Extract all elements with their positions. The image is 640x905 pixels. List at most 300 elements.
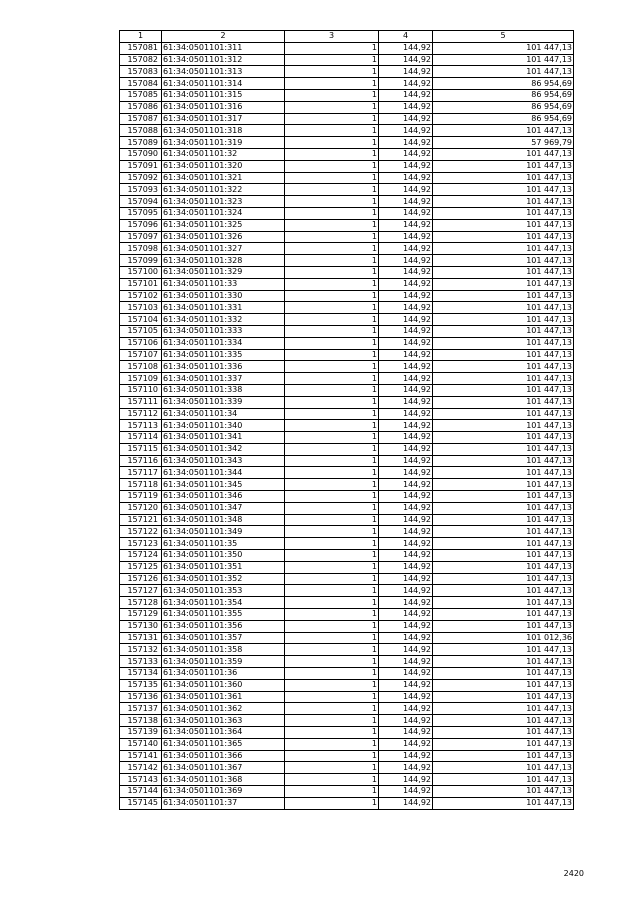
table-cell: 157119 xyxy=(120,491,162,503)
table-cell: 101 447,13 xyxy=(433,66,574,78)
table-cell: 1 xyxy=(285,432,379,444)
table-cell: 157144 xyxy=(120,786,162,798)
table-cell: 157134 xyxy=(120,668,162,680)
table-cell: 1 xyxy=(285,550,379,562)
table-cell: 61:34:0501101:350 xyxy=(162,550,285,562)
table-row xyxy=(120,479,574,491)
table-row xyxy=(120,750,574,762)
table-cell: 61:34:0501101:32 xyxy=(162,148,285,160)
table-cell: 1 xyxy=(285,632,379,644)
table-cell: 61:34:0501101:36 xyxy=(162,668,285,680)
table-cell: 144,92 xyxy=(379,125,433,137)
table-row xyxy=(120,302,574,314)
table-cell: 144,92 xyxy=(379,668,433,680)
table-cell: 61:34:0501101:359 xyxy=(162,656,285,668)
table-cell: 157139 xyxy=(120,727,162,739)
table-cell: 144,92 xyxy=(379,620,433,632)
table-cell: 144,92 xyxy=(379,644,433,656)
table-cell: 101 447,13 xyxy=(433,361,574,373)
table-cell: 1 xyxy=(285,420,379,432)
table-cell: 1 xyxy=(285,491,379,503)
table-cell: 101 447,13 xyxy=(433,125,574,137)
table-cell: 144,92 xyxy=(379,42,433,54)
table-cell: 1 xyxy=(285,373,379,385)
table-cell: 61:34:0501101:327 xyxy=(162,243,285,255)
table-row xyxy=(120,337,574,349)
table-cell: 1 xyxy=(285,113,379,125)
table-cell: 1 xyxy=(285,609,379,621)
table-row xyxy=(120,597,574,609)
table-row xyxy=(120,349,574,361)
table-cell: 61:34:0501101:361 xyxy=(162,691,285,703)
table-row xyxy=(120,550,574,562)
table-cell: 157092 xyxy=(120,172,162,184)
table-cell: 157113 xyxy=(120,420,162,432)
table-cell: 144,92 xyxy=(379,597,433,609)
table-cell: 144,92 xyxy=(379,231,433,243)
table-cell: 157114 xyxy=(120,432,162,444)
table-cell: 101 447,13 xyxy=(433,172,574,184)
table-cell: 1 xyxy=(285,797,379,809)
table-cell: 1 xyxy=(285,738,379,750)
table-row xyxy=(120,738,574,750)
table-cell: 1 xyxy=(285,231,379,243)
table-cell: 157145 xyxy=(120,797,162,809)
table-cell: 157135 xyxy=(120,679,162,691)
table-cell: 157126 xyxy=(120,573,162,585)
table-cell: 101 447,13 xyxy=(433,349,574,361)
table-cell: 157111 xyxy=(120,396,162,408)
table-row xyxy=(120,703,574,715)
table-cell: 144,92 xyxy=(379,609,433,621)
table-cell: 101 447,13 xyxy=(433,432,574,444)
table-cell: 61:34:0501101:334 xyxy=(162,337,285,349)
table-cell: 157095 xyxy=(120,207,162,219)
table-row xyxy=(120,644,574,656)
table-cell: 1 xyxy=(285,219,379,231)
table-cell: 101 447,13 xyxy=(433,762,574,774)
table-cell: 157089 xyxy=(120,137,162,149)
table-cell: 61:34:0501101:314 xyxy=(162,78,285,90)
table-cell: 144,92 xyxy=(379,196,433,208)
table-cell: 61:34:0501101:329 xyxy=(162,266,285,278)
table-cell: 61:34:0501101:34 xyxy=(162,408,285,420)
table-cell: 157110 xyxy=(120,384,162,396)
table-cell: 1 xyxy=(285,467,379,479)
table-row xyxy=(120,786,574,798)
table-cell: 61:34:0501101:345 xyxy=(162,479,285,491)
table-cell: 1 xyxy=(285,89,379,101)
table-cell: 157088 xyxy=(120,125,162,137)
table-row xyxy=(120,491,574,503)
table-cell: 1 xyxy=(285,479,379,491)
table-cell: 144,92 xyxy=(379,148,433,160)
table-cell: 61:34:0501101:325 xyxy=(162,219,285,231)
table-cell: 144,92 xyxy=(379,502,433,514)
table-cell: 157141 xyxy=(120,750,162,762)
table-cell: 61:34:0501101:343 xyxy=(162,455,285,467)
table-cell: 61:34:0501101:312 xyxy=(162,54,285,66)
table-cell: 61:34:0501101:320 xyxy=(162,160,285,172)
table-cell: 61:34:0501101:347 xyxy=(162,502,285,514)
table-cell: 101 447,13 xyxy=(433,656,574,668)
table-cell: 61:34:0501101:342 xyxy=(162,443,285,455)
table-row xyxy=(120,502,574,514)
table-cell: 61:34:0501101:328 xyxy=(162,255,285,267)
table-cell: 101 447,13 xyxy=(433,774,574,786)
table-cell: 101 447,13 xyxy=(433,219,574,231)
table-cell: 144,92 xyxy=(379,491,433,503)
table-cell: 144,92 xyxy=(379,420,433,432)
table-cell: 144,92 xyxy=(379,526,433,538)
table-row xyxy=(120,255,574,267)
table-cell: 1 xyxy=(285,443,379,455)
column-header: 5 xyxy=(433,31,574,43)
table-cell: 101 447,13 xyxy=(433,314,574,326)
table-cell: 157133 xyxy=(120,656,162,668)
table-row xyxy=(120,89,574,101)
table-cell: 157108 xyxy=(120,361,162,373)
table-cell: 157093 xyxy=(120,184,162,196)
table-cell: 101 447,13 xyxy=(433,786,574,798)
column-header: 4 xyxy=(379,31,433,43)
table-cell: 157107 xyxy=(120,349,162,361)
table-cell: 1 xyxy=(285,78,379,90)
table-cell: 61:34:0501101:363 xyxy=(162,715,285,727)
table-row xyxy=(120,632,574,644)
table-cell: 1 xyxy=(285,278,379,290)
table-row xyxy=(120,78,574,90)
table-cell: 101 447,13 xyxy=(433,396,574,408)
table-cell: 101 447,13 xyxy=(433,620,574,632)
table-cell: 1 xyxy=(285,337,379,349)
table-cell: 144,92 xyxy=(379,585,433,597)
table-cell: 61:34:0501101:360 xyxy=(162,679,285,691)
table-cell: 86 954,69 xyxy=(433,101,574,113)
table-cell: 157127 xyxy=(120,585,162,597)
table-cell: 144,92 xyxy=(379,550,433,562)
table-cell: 144,92 xyxy=(379,774,433,786)
table-cell: 101 447,13 xyxy=(433,668,574,680)
table-cell: 101 447,13 xyxy=(433,160,574,172)
table-cell: 1 xyxy=(285,125,379,137)
table-cell: 101 447,13 xyxy=(433,644,574,656)
table-cell: 157123 xyxy=(120,538,162,550)
table-cell: 61:34:0501101:344 xyxy=(162,467,285,479)
table-cell: 1 xyxy=(285,396,379,408)
table-cell: 101 447,13 xyxy=(433,550,574,562)
table-cell: 144,92 xyxy=(379,703,433,715)
table-cell: 61:34:0501101:317 xyxy=(162,113,285,125)
table-row xyxy=(120,538,574,550)
table-cell: 1 xyxy=(285,314,379,326)
table-cell: 61:34:0501101:35 xyxy=(162,538,285,550)
table-cell: 1 xyxy=(285,703,379,715)
table-cell: 157082 xyxy=(120,54,162,66)
table-cell: 61:34:0501101:331 xyxy=(162,302,285,314)
table-cell: 144,92 xyxy=(379,290,433,302)
table-cell: 101 447,13 xyxy=(433,491,574,503)
table-cell: 157138 xyxy=(120,715,162,727)
table-cell: 1 xyxy=(285,727,379,739)
table-cell: 61:34:0501101:357 xyxy=(162,632,285,644)
table-row xyxy=(120,148,574,160)
table-cell: 1 xyxy=(285,538,379,550)
table-cell: 61:34:0501101:315 xyxy=(162,89,285,101)
table-cell: 61:34:0501101:339 xyxy=(162,396,285,408)
table-cell: 101 447,13 xyxy=(433,467,574,479)
table-cell: 144,92 xyxy=(379,337,433,349)
table-cell: 1 xyxy=(285,561,379,573)
table-cell: 144,92 xyxy=(379,66,433,78)
table-cell: 157112 xyxy=(120,408,162,420)
table-row xyxy=(120,266,574,278)
table-cell: 157084 xyxy=(120,78,162,90)
table-cell: 144,92 xyxy=(379,266,433,278)
table-row xyxy=(120,396,574,408)
table-cell: 144,92 xyxy=(379,679,433,691)
table-row xyxy=(120,609,574,621)
table-cell: 144,92 xyxy=(379,243,433,255)
table-cell: 57 969,79 xyxy=(433,137,574,149)
table-cell: 157117 xyxy=(120,467,162,479)
table-cell: 144,92 xyxy=(379,314,433,326)
table-cell: 61:34:0501101:364 xyxy=(162,727,285,739)
table-cell: 101 447,13 xyxy=(433,585,574,597)
table-cell: 144,92 xyxy=(379,538,433,550)
table-cell: 1 xyxy=(285,349,379,361)
table-cell: 157091 xyxy=(120,160,162,172)
table-row xyxy=(120,668,574,680)
table-cell: 61:34:0501101:346 xyxy=(162,491,285,503)
table-row xyxy=(120,243,574,255)
table-cell: 101 447,13 xyxy=(433,337,574,349)
table-cell: 101 447,13 xyxy=(433,243,574,255)
table-cell: 157094 xyxy=(120,196,162,208)
table-cell: 1 xyxy=(285,255,379,267)
table-row xyxy=(120,101,574,113)
table-cell: 1 xyxy=(285,196,379,208)
table-cell: 144,92 xyxy=(379,113,433,125)
table-cell: 157142 xyxy=(120,762,162,774)
table-cell: 144,92 xyxy=(379,207,433,219)
table-cell: 101 447,13 xyxy=(433,727,574,739)
table-cell: 1 xyxy=(285,502,379,514)
table-cell: 157109 xyxy=(120,373,162,385)
table-cell: 61:34:0501101:367 xyxy=(162,762,285,774)
table-cell: 61:34:0501101:351 xyxy=(162,561,285,573)
table-cell: 61:34:0501101:330 xyxy=(162,290,285,302)
table-row xyxy=(120,196,574,208)
table-cell: 101 447,13 xyxy=(433,703,574,715)
table-cell: 101 447,13 xyxy=(433,373,574,385)
table-row xyxy=(120,219,574,231)
table-cell: 1 xyxy=(285,137,379,149)
table-cell: 61:34:0501101:352 xyxy=(162,573,285,585)
table-row xyxy=(120,774,574,786)
header-row xyxy=(120,31,574,43)
table-cell: 144,92 xyxy=(379,373,433,385)
table-cell: 144,92 xyxy=(379,797,433,809)
table-cell: 101 447,13 xyxy=(433,573,574,585)
table-cell: 144,92 xyxy=(379,443,433,455)
table-cell: 144,92 xyxy=(379,101,433,113)
table-cell: 144,92 xyxy=(379,172,433,184)
table-row xyxy=(120,125,574,137)
table-row xyxy=(120,207,574,219)
table-row xyxy=(120,54,574,66)
table-cell: 157100 xyxy=(120,266,162,278)
table-cell: 101 447,13 xyxy=(433,408,574,420)
column-header: 3 xyxy=(285,31,379,43)
table-cell: 101 447,13 xyxy=(433,266,574,278)
table-row xyxy=(120,66,574,78)
table-cell: 61:34:0501101:33 xyxy=(162,278,285,290)
table-cell: 61:34:0501101:37 xyxy=(162,797,285,809)
table-cell: 157140 xyxy=(120,738,162,750)
table-cell: 61:34:0501101:335 xyxy=(162,349,285,361)
table-cell: 1 xyxy=(285,290,379,302)
table-row xyxy=(120,691,574,703)
table-cell: 1 xyxy=(285,644,379,656)
table-cell: 61:34:0501101:338 xyxy=(162,384,285,396)
table-cell: 1 xyxy=(285,266,379,278)
table-cell: 61:34:0501101:313 xyxy=(162,66,285,78)
table-cell: 61:34:0501101:318 xyxy=(162,125,285,137)
table-cell: 61:34:0501101:348 xyxy=(162,514,285,526)
table-cell: 61:34:0501101:336 xyxy=(162,361,285,373)
table-row xyxy=(120,715,574,727)
table-cell: 157118 xyxy=(120,479,162,491)
table-cell: 157116 xyxy=(120,455,162,467)
table-cell: 144,92 xyxy=(379,467,433,479)
column-header: 1 xyxy=(120,31,162,43)
table-cell: 1 xyxy=(285,656,379,668)
table-cell: 1 xyxy=(285,573,379,585)
table-row xyxy=(120,727,574,739)
table-row xyxy=(120,160,574,172)
table-row xyxy=(120,278,574,290)
table-cell: 1 xyxy=(285,597,379,609)
table-cell: 144,92 xyxy=(379,573,433,585)
table-cell: 101 447,13 xyxy=(433,455,574,467)
table-cell: 1 xyxy=(285,148,379,160)
table-cell: 101 447,13 xyxy=(433,797,574,809)
table-cell: 157128 xyxy=(120,597,162,609)
table-cell: 144,92 xyxy=(379,691,433,703)
table-cell: 157129 xyxy=(120,609,162,621)
table-cell: 144,92 xyxy=(379,514,433,526)
table-cell: 144,92 xyxy=(379,78,433,90)
table-cell: 1 xyxy=(285,715,379,727)
table-row xyxy=(120,314,574,326)
table-cell: 157102 xyxy=(120,290,162,302)
table-cell: 101 447,13 xyxy=(433,302,574,314)
table-cell: 61:34:0501101:322 xyxy=(162,184,285,196)
table-cell: 1 xyxy=(285,172,379,184)
table-cell: 157130 xyxy=(120,620,162,632)
table-cell: 157131 xyxy=(120,632,162,644)
table-row xyxy=(120,585,574,597)
table-cell: 157132 xyxy=(120,644,162,656)
table-row xyxy=(120,408,574,420)
table-cell: 61:34:0501101:333 xyxy=(162,325,285,337)
table-cell: 101 447,13 xyxy=(433,479,574,491)
data-table xyxy=(119,30,574,810)
table-cell: 144,92 xyxy=(379,349,433,361)
table-cell: 1 xyxy=(285,750,379,762)
table-cell: 101 447,13 xyxy=(433,325,574,337)
table-cell: 144,92 xyxy=(379,786,433,798)
table-cell: 144,92 xyxy=(379,384,433,396)
table-cell: 144,92 xyxy=(379,219,433,231)
table-cell: 101 447,13 xyxy=(433,207,574,219)
table-cell: 157143 xyxy=(120,774,162,786)
table-cell: 101 447,13 xyxy=(433,738,574,750)
table-cell: 1 xyxy=(285,184,379,196)
table-cell: 1 xyxy=(285,207,379,219)
table-cell: 144,92 xyxy=(379,432,433,444)
table-cell: 144,92 xyxy=(379,715,433,727)
table-cell: 144,92 xyxy=(379,738,433,750)
table-row xyxy=(120,573,574,585)
table-cell: 61:34:0501101:355 xyxy=(162,609,285,621)
table-cell: 61:34:0501101:368 xyxy=(162,774,285,786)
table-cell: 157125 xyxy=(120,561,162,573)
table-cell: 157137 xyxy=(120,703,162,715)
table-cell: 157121 xyxy=(120,514,162,526)
table-cell: 1 xyxy=(285,774,379,786)
table-cell: 61:34:0501101:365 xyxy=(162,738,285,750)
table-cell: 157136 xyxy=(120,691,162,703)
table-cell: 144,92 xyxy=(379,479,433,491)
table-cell: 1 xyxy=(285,101,379,113)
table-row xyxy=(120,762,574,774)
table-cell: 144,92 xyxy=(379,278,433,290)
table-cell: 144,92 xyxy=(379,455,433,467)
table-row xyxy=(120,184,574,196)
table-cell: 144,92 xyxy=(379,656,433,668)
table-cell: 1 xyxy=(285,679,379,691)
table-cell: 1 xyxy=(285,66,379,78)
table-cell: 61:34:0501101:326 xyxy=(162,231,285,243)
table-cell: 101 447,13 xyxy=(433,597,574,609)
table-cell: 101 447,13 xyxy=(433,255,574,267)
table-row xyxy=(120,373,574,385)
table-cell: 144,92 xyxy=(379,255,433,267)
table-cell: 61:34:0501101:356 xyxy=(162,620,285,632)
table-cell: 1 xyxy=(285,668,379,680)
table-cell: 1 xyxy=(285,455,379,467)
table-cell: 144,92 xyxy=(379,302,433,314)
table-row xyxy=(120,514,574,526)
table-cell: 157096 xyxy=(120,219,162,231)
table-cell: 144,92 xyxy=(379,408,433,420)
table-cell: 1 xyxy=(285,408,379,420)
table-row xyxy=(120,432,574,444)
table-cell: 101 447,13 xyxy=(433,715,574,727)
table-cell: 101 447,13 xyxy=(433,443,574,455)
table-cell: 157099 xyxy=(120,255,162,267)
table-cell: 61:34:0501101:341 xyxy=(162,432,285,444)
table-row xyxy=(120,443,574,455)
table-cell: 144,92 xyxy=(379,750,433,762)
table-cell: 101 447,13 xyxy=(433,514,574,526)
table-row xyxy=(120,361,574,373)
table-body xyxy=(120,42,574,809)
table-cell: 101 447,13 xyxy=(433,609,574,621)
table-cell: 144,92 xyxy=(379,137,433,149)
